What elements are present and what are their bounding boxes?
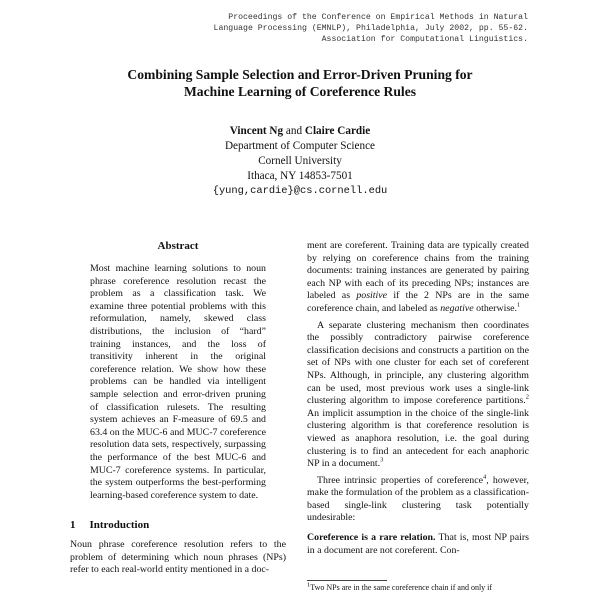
header-line-2: Language Processing (EMNLP), Philadelphia, July 2002, pp. 55-62.	[213, 24, 528, 33]
paper-title	[0, 66, 600, 100]
title-line-1: Combining Sample Selection and Error-Driven Pruning for	[127, 67, 473, 82]
right-paragraph-3: Three intrinsic properties of coreference$^4$, however, make the formulation of the problem as a classification-based single-link clustering task potentially undesirable:	[307, 473, 530, 524]
footnote-marker-3: 3	[380, 456, 384, 464]
author-block	[0, 124, 600, 199]
abstract-text: Most machine learning solutions to noun phrase coreference resolution recast the problem as a classification task. We examine three potential problems with this reformulation, namely, skewed class distributions, the inclusion of “hard” training instances, and the loss of transitivity inherent in the original coreference relation. We show how these problems can be handled via intelligent sample selection and error-driven pruning of classification rulesets. The resulting system achieves an F-measure of 69.5 and 63.4 on the MUC-6 and MUC-7 coreference resolution data sets, respectively, surpassing the performance of the best MUC-6 and MUC-7 coreference systems. In particular, the system outperforms the best-performing learning-based coreference system to date.	[90, 263, 266, 501]
author-2: Claire Cardie	[304, 125, 371, 137]
positive-term: positive	[356, 290, 388, 302]
section-title: Introduction	[89, 519, 150, 532]
author-department: Department of Computer Science	[224, 140, 376, 152]
section-heading-introduction	[70, 519, 286, 531]
footnote-rule	[307, 580, 387, 581]
footnote-number: 1	[307, 581, 311, 589]
proceedings-header	[128, 12, 528, 45]
footnote-marker-1: 1	[517, 301, 521, 309]
negative-term: negative	[440, 302, 474, 314]
right-paragraph-1: ment are coreferent. Training data are typically created by relying on coreference chains from the training documents: training instances are generated by pairing each NP with each of its preceding NPs; instances are labeled as positive if the 2 NPs are in the same coreference chain, and labeled as negative otherwise.$^1$	[307, 240, 529, 314]
right-column	[307, 240, 529, 557]
footnote-1	[307, 583, 529, 593]
author-conjunction: and	[285, 125, 303, 137]
footnote-text: Two NPs are in the same coreference chain if and only if	[310, 583, 493, 592]
title-line-2: Machine Learning of Coreference Rules	[183, 84, 417, 99]
run-in-heading: Coreference is a rare relation.	[307, 532, 436, 544]
right-paragraph-2: A separate clustering mechanism then coordinates the possibly contradictory pairwise coreference classification decisions and constructs a partition on the set of NPs with one cluster for each set of coreferent NPs. Although, in principle, any clustering algorithm can be used, most previous work uses a single-link clustering algorithm to impose coreference partitions.$^2$ An implicit assumption in the choice of the single-link clustering algorithm is that coreference resolution is viewed as anaphora resolution, i.e. the goal during clustering is to find an antecedent for each anaphoric NP in a document.$^3$	[307, 319, 529, 470]
header-line-3: Association for Computational Linguistics.	[321, 35, 528, 44]
author-email: {yung,cardie}@cs.cornell.edu	[212, 185, 388, 197]
abstract-heading: Abstract	[157, 240, 199, 252]
footnote-marker-2: 2	[525, 393, 529, 401]
right-paragraph-4: Coreference is a rare relation. That is, most NP pairs in a document are not coreferent. Con-	[307, 532, 529, 556]
footnote-marker-4: 4	[483, 473, 487, 481]
section-number: 1	[70, 519, 76, 532]
header-line-1: Proceedings of the Conference on Empirical Methods in Natural	[228, 13, 528, 22]
author-1: Vincent Ng	[229, 125, 284, 137]
introduction-paragraph: Noun phrase coreference resolution refers to the problem of determining which noun phrases (NPs) refer to each real-world entity mentioned in a doc-	[70, 539, 286, 576]
left-column	[70, 240, 286, 577]
author-address: Ithaca, NY 14853-7501	[247, 170, 353, 182]
author-university: Cornell University	[258, 155, 342, 167]
author-names	[0, 124, 600, 139]
